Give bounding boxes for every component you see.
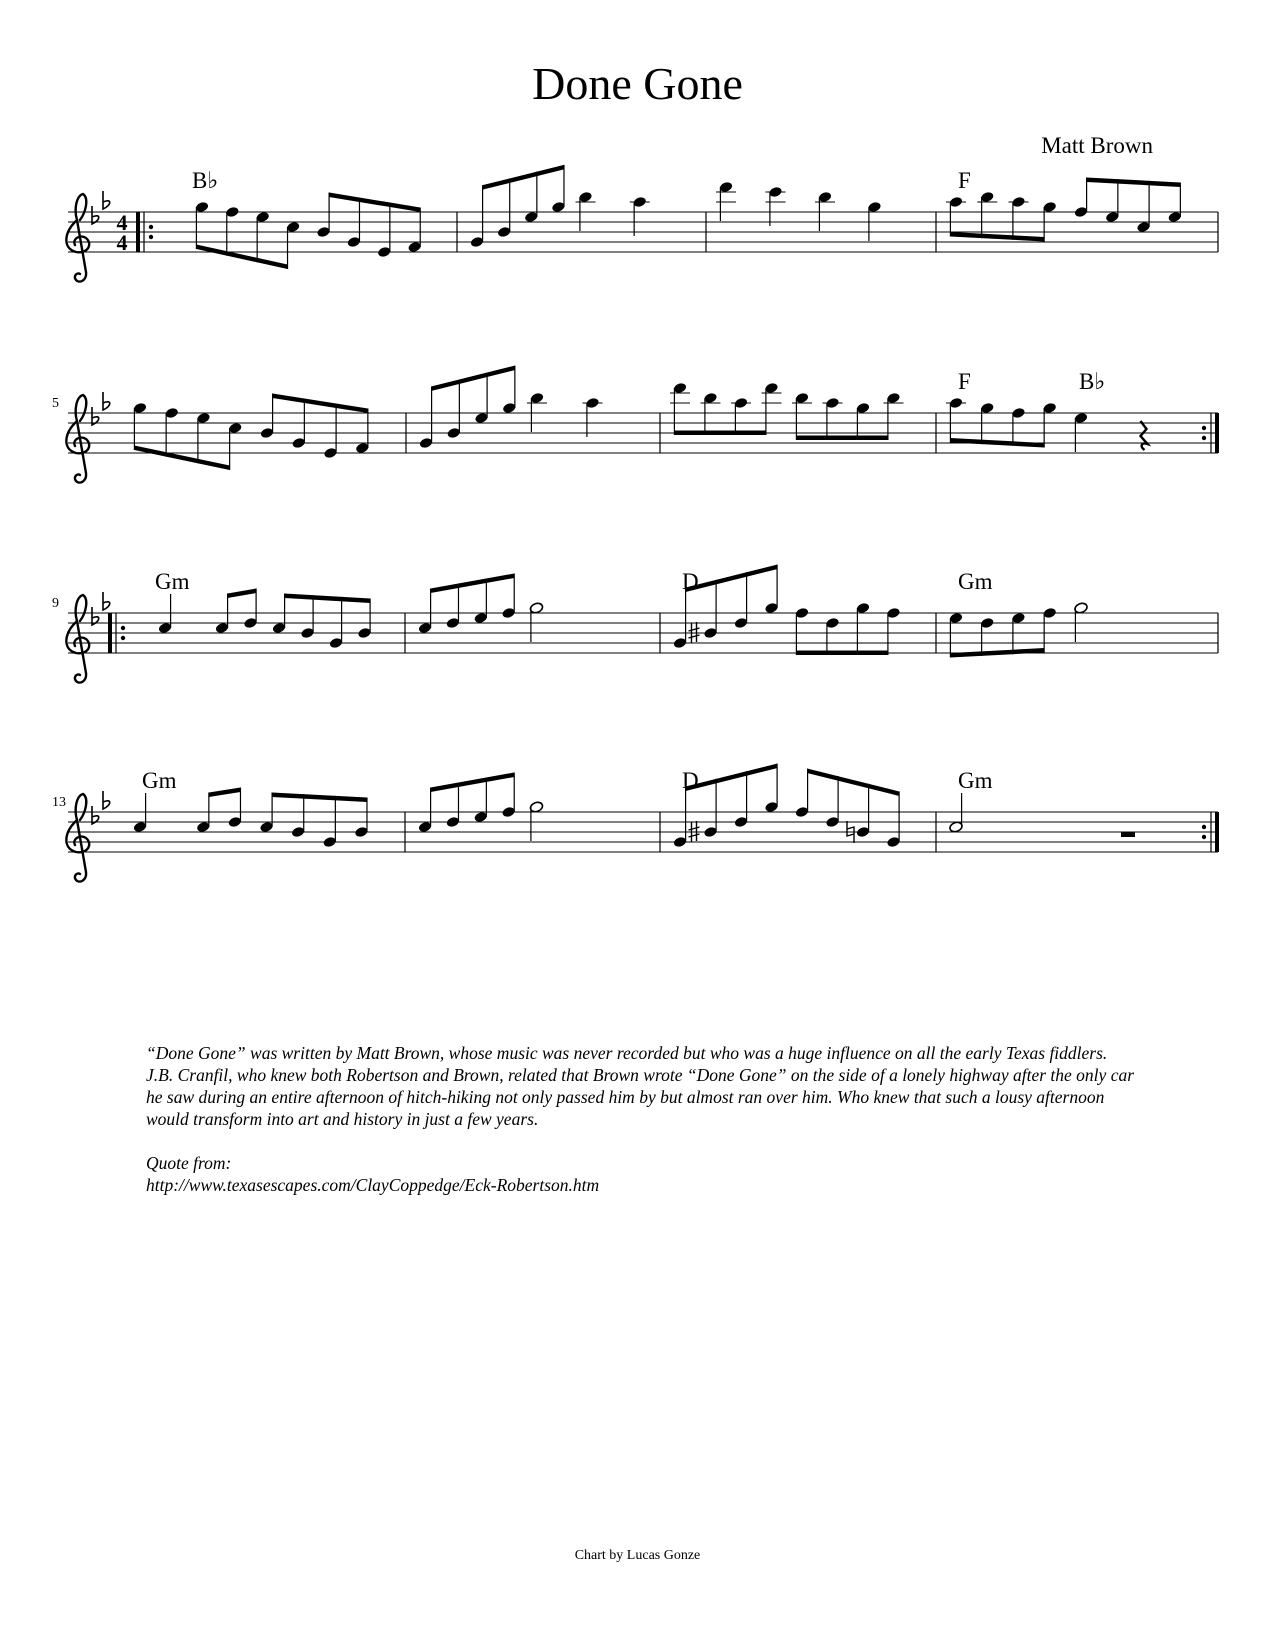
chord-symbol: B♭ [1079, 369, 1106, 394]
key-signature-flat-icon [92, 806, 99, 824]
beam [431, 574, 515, 594]
beam [134, 446, 229, 471]
beam [228, 589, 257, 599]
tune-notes [146, 1042, 1136, 1196]
repeat-dot [1202, 835, 1206, 839]
key-signature-flat-icon [92, 206, 99, 224]
beam [285, 594, 371, 604]
repeat-dot [149, 225, 153, 229]
beam [796, 651, 888, 656]
key-signature-flat-icon [103, 592, 110, 610]
beam [674, 431, 766, 436]
repeat-dot [121, 636, 125, 640]
time-signature-bottom: 4 [116, 230, 128, 255]
chord-symbol: Gm [155, 569, 190, 594]
beam [273, 394, 368, 414]
chart-credit: Chart by Lucas Gonze [574, 1548, 701, 1563]
beam [686, 565, 778, 592]
beam [329, 193, 420, 213]
staff-system-3 [52, 565, 1218, 683]
beam [196, 245, 287, 270]
beam [796, 436, 888, 441]
chord-symbol: Gm [958, 569, 993, 594]
chord-symbol: F [958, 168, 971, 193]
beam [272, 793, 367, 803]
quarter-rest-icon [1141, 421, 1148, 450]
half-rest-icon [1121, 832, 1135, 837]
treble-clef-icon [66, 395, 89, 483]
repeat-dot [1202, 825, 1206, 829]
beam [431, 773, 515, 793]
repeat-dot [1202, 436, 1206, 440]
measure-number: 13 [52, 795, 66, 810]
composer-name: Matt Brown [1041, 133, 1153, 158]
beam [209, 788, 241, 798]
repeat-dot [121, 626, 125, 630]
quote-url: http://www.texasescapes.com/ClayCoppedge/Eck-Robertson.htm [146, 1175, 600, 1195]
chord-symbol: Gm [958, 768, 993, 793]
key-signature-flat-icon [92, 607, 99, 625]
repeat-dot [1202, 426, 1206, 430]
chord-symbol: F [958, 369, 971, 394]
key-signature-flat-icon [103, 791, 110, 809]
chord-symbol: Gm [142, 768, 177, 793]
beam [686, 764, 778, 791]
chord-symbol: D [682, 569, 699, 594]
beam [432, 366, 515, 391]
beam [483, 165, 564, 190]
measure-number: 9 [52, 596, 59, 611]
chord-symbol: B♭ [192, 168, 219, 193]
key-signature-flat-icon [92, 407, 99, 425]
time-signature-top: 4 [116, 210, 128, 235]
measure-number: 5 [52, 396, 59, 411]
staff-system-1 [66, 165, 1218, 282]
chord-symbol: D [682, 768, 699, 793]
treble-clef-icon [66, 595, 89, 683]
beam [1087, 178, 1181, 188]
staff-system-4 [52, 764, 1218, 882]
treble-clef-icon [66, 194, 89, 282]
staff-system-2 [52, 366, 1218, 483]
page-title: Done Gone [532, 58, 743, 109]
key-signature-flat-icon [103, 191, 110, 209]
treble-clef-icon [66, 794, 89, 882]
repeat-dot [149, 235, 153, 239]
beam [950, 232, 1044, 242]
history-paragraph: “Done Gone” was written by Matt Brown, whose music was never recorded but who was a huge influence on all the early Texas fiddlers. J.B. Cranfil, who knew both Robertson and Brown, related that Brown wrote “Done Gone” on the side of a lonely highway after the only car he saw during an entire afternoon of hitch-hiking not only passed him by but almost ran over him. Who knew that such a lousy afternoon would transform into art and history in just a few years. [146, 1043, 1135, 1129]
beam [808, 769, 900, 796]
quote-label: Quote from: [146, 1153, 232, 1173]
key-signature-flat-icon [103, 392, 110, 410]
beam [950, 648, 1044, 658]
beam [950, 438, 1044, 448]
